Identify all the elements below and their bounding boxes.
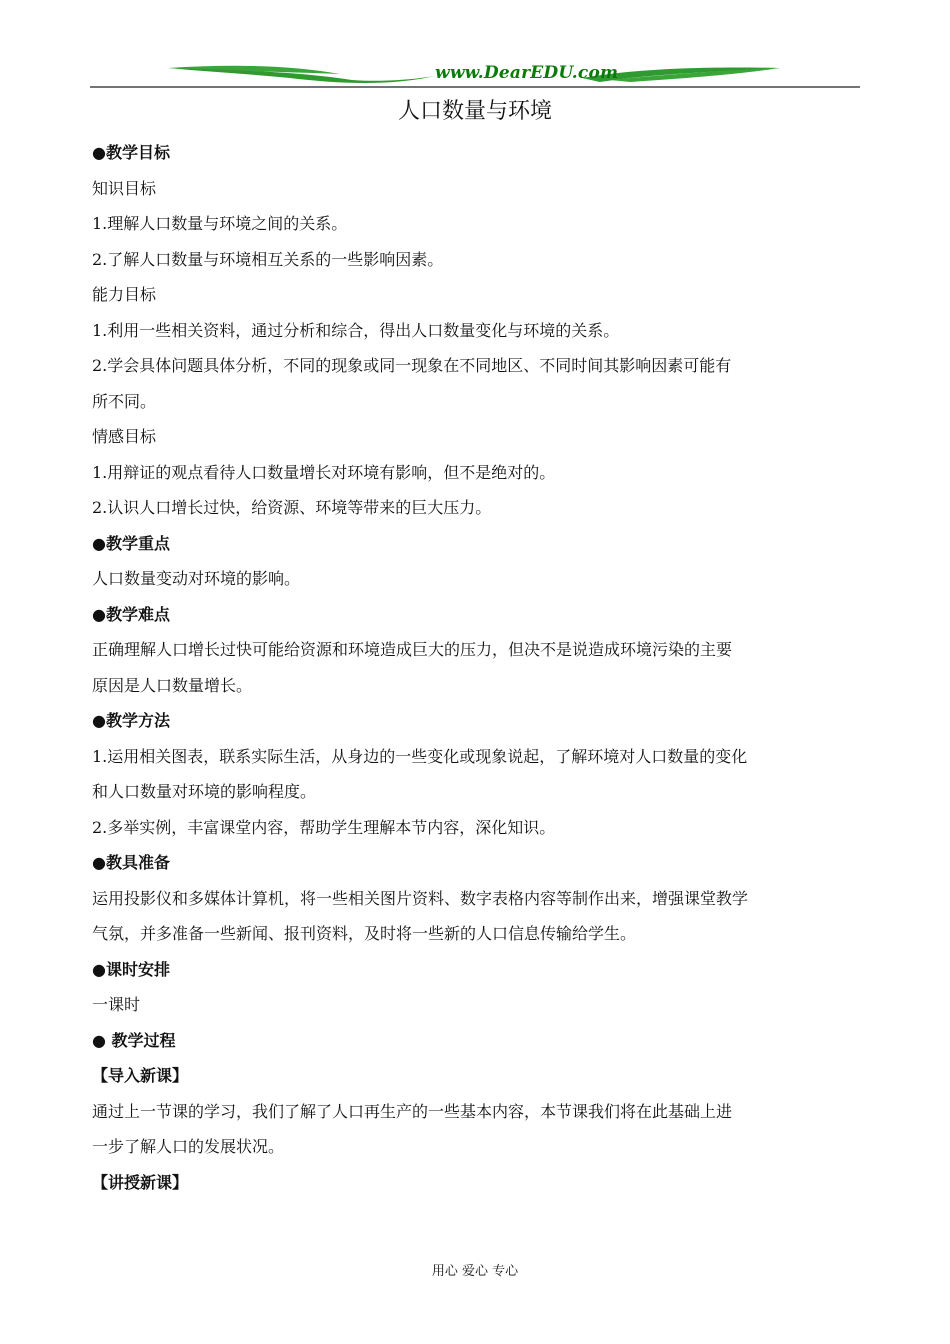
body-text-line: 和人口数量对环境的影响程度。 (92, 782, 317, 801)
body-text-line: 一课时 (92, 995, 141, 1014)
body-text-line: 情感目标 (92, 427, 157, 446)
body-text-line: 2.多举实例，丰富课堂内容，帮助学生理解本节内容，深化知识。 (92, 817, 556, 837)
body-text-line: 一步了解人口的发展状况。 (92, 1137, 285, 1156)
body-text-line: 正确理解人口增长过快可能给资源和环境造成巨大的压力，但决不是说造成环境污染的主要 (92, 640, 733, 659)
section-heading: ●教具准备 (92, 853, 170, 872)
body-text-line: 能力目标 (92, 285, 157, 304)
section-heading: ●教学方法 (92, 711, 170, 730)
body-text-line: 2.学会具体问题具体分析，不同的现象或同一现象在不同地区、不同时间其影响因素可能有 (92, 356, 732, 375)
body-text-line: 人口数量变动对环境的影响。 (92, 569, 301, 588)
page-footer: 用心 爱心 专心 (431, 1264, 519, 1279)
body-text-line: 所不同。 (92, 391, 157, 411)
section-heading: ●教学重点 (92, 533, 170, 553)
body-text-line: 气氛，并多准备一些新闻、报刊资料，及时将一些新的人口信息传输给学生。 (92, 924, 637, 943)
document-title: 人口数量与环境 (397, 99, 552, 124)
body-text-line: 知识目标 (92, 178, 157, 198)
body-text-line: 运用投影仪和多媒体计算机，将一些相关图片资料、数字表格内容等制作出来，增强课堂教学 (92, 888, 749, 908)
body-text-line: 1.运用相关图表，联系实际生活，从身边的一些变化或现象说起，了解环境对人口数量的变化 (92, 746, 748, 766)
body-text-line: 2.了解人口数量与环境相互关系的一些影响因素。 (92, 249, 444, 269)
section-heading: ●课时安排 (92, 959, 170, 979)
section-heading: 【讲授新课】 (92, 1172, 189, 1192)
section-heading: ●教学难点 (92, 604, 170, 624)
page-header (90, 60, 860, 92)
body-text-line: 2.认识人口增长过快，给资源、环境等带来的巨大压力。 (92, 498, 492, 517)
section-heading: ●教学目标 (92, 143, 170, 162)
document-body (92, 135, 862, 1200)
logo-text: www.DearEDU.com (435, 63, 619, 83)
body-text-line: 原因是人口数量增长。 (92, 675, 253, 695)
section-heading: 【导入新课】 (92, 1066, 189, 1085)
body-text-line: 1.理解人口数量与环境之间的关系。 (92, 214, 348, 233)
body-text-line: 通过上一节课的学习，我们了解了人口再生产的一些基本内容，本节课我们将在此基础上进 (92, 1101, 733, 1121)
body-text-line: 1.用辩证的观点看待人口数量增长对环境有影响，但不是绝对的。 (92, 462, 556, 482)
section-heading: ● 教学过程 (92, 1030, 176, 1050)
body-text-line: 1.利用一些相关资料，通过分析和综合，得出人口数量变化与环境的关系。 (92, 320, 620, 340)
